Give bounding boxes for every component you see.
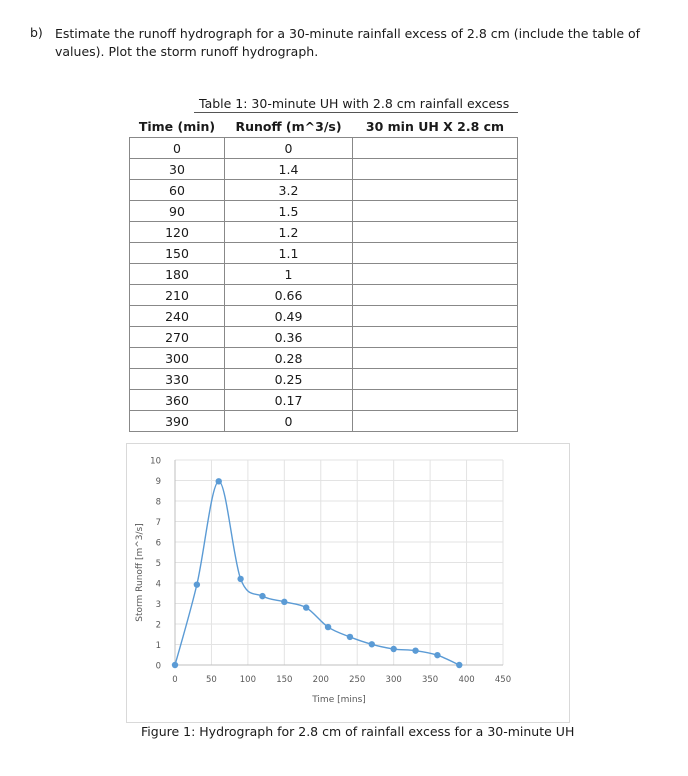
- series-line: [175, 481, 459, 665]
- cell-time: 60: [130, 180, 225, 201]
- y-tick-label: 9: [155, 477, 161, 487]
- cell-runoff: 0.25: [225, 369, 353, 390]
- cell-uh-scaled: [353, 264, 518, 285]
- header-runoff: Runoff (m^3/s): [235, 118, 342, 134]
- hydrograph-chart: [126, 443, 570, 723]
- cell-uh-scaled: [353, 306, 518, 327]
- cell-uh-scaled: [353, 201, 518, 222]
- x-tick-label: 150: [276, 675, 293, 685]
- x-tick-label: 400: [458, 675, 475, 685]
- cell-time: 90: [130, 201, 225, 222]
- y-tick-label: 4: [155, 579, 161, 590]
- table-row: [130, 306, 518, 327]
- y-tick-label: 7: [155, 518, 161, 528]
- cell-runoff: 0.49: [225, 306, 353, 327]
- cell-uh-scaled: [353, 369, 518, 390]
- data-point: [259, 593, 265, 599]
- y-tick-label: 5: [155, 559, 161, 569]
- table-row: [130, 264, 518, 285]
- table-row: [130, 285, 518, 306]
- cell-runoff: 1.1: [225, 243, 353, 264]
- data-point: [172, 662, 178, 668]
- table-row: [130, 390, 518, 411]
- x-tick-label: 50: [206, 675, 217, 685]
- cell-uh-scaled: [353, 159, 518, 180]
- x-axis-title: Time [mins]: [312, 695, 366, 705]
- x-tick-label: 350: [421, 675, 439, 685]
- header-uh-scaled: 30 min UH X 2.8 cm: [365, 118, 505, 134]
- table-row: [130, 180, 518, 201]
- cell-time: 150: [130, 243, 225, 264]
- question-label: b): [30, 25, 43, 40]
- cell-time: 330: [130, 369, 225, 390]
- cell-time: 120: [130, 222, 225, 243]
- cell-runoff: 0.28: [225, 348, 353, 369]
- cell-runoff: 1.5: [225, 201, 353, 222]
- y-tick-label: 3: [155, 600, 161, 610]
- y-tick-label: 1: [155, 641, 161, 651]
- data-point: [216, 478, 222, 484]
- cell-uh-scaled: [353, 348, 518, 369]
- cell-uh-scaled: [353, 180, 518, 201]
- cell-time: 210: [130, 285, 225, 306]
- y-tick-label: 0: [155, 661, 161, 672]
- x-tick-label: 100: [239, 675, 257, 685]
- table-row: [130, 243, 518, 264]
- x-tick-label: 450: [494, 675, 512, 685]
- data-point: [412, 647, 418, 653]
- cell-time: 270: [130, 327, 225, 348]
- table-row: [130, 159, 518, 180]
- x-tick-label: 300: [385, 675, 402, 685]
- figure-caption: Figure 1: Hydrograph for 2.8 cm of rainfall excess for a 30-minute UH: [141, 724, 575, 739]
- x-tick-label: 0: [172, 675, 178, 685]
- hydrograph-svg: [127, 444, 569, 722]
- cell-time: 390: [130, 411, 225, 432]
- cell-time: 0: [130, 138, 225, 159]
- data-point: [281, 599, 287, 605]
- cell-uh-scaled: [353, 222, 518, 243]
- data-point: [369, 641, 375, 647]
- table-header-row: [130, 115, 518, 138]
- table-row: [130, 348, 518, 369]
- cell-runoff: 0.17: [225, 390, 353, 411]
- cell-time: 180: [130, 264, 225, 285]
- table-row: [130, 138, 518, 159]
- uh-table: [129, 115, 518, 432]
- data-point: [347, 634, 353, 640]
- cell-runoff: 0.36: [225, 327, 353, 348]
- table-row: [130, 411, 518, 432]
- y-tick-label: 2: [155, 620, 161, 631]
- cell-runoff: 1.2: [225, 222, 353, 243]
- cell-uh-scaled: [353, 285, 518, 306]
- question-text: Estimate the runoff hydrograph for a 30-minute rainfall excess of 2.8 cm (include the table of values). Plot the storm runoff hydrograph.: [55, 26, 641, 59]
- cell-runoff: 0.66: [225, 285, 353, 306]
- cell-runoff: 1: [225, 264, 353, 285]
- cell-runoff: 3.2: [225, 180, 353, 201]
- cell-uh-scaled: [353, 327, 518, 348]
- data-point: [237, 576, 243, 582]
- y-axis-title: Storm Runoff [m^3/s]: [135, 523, 145, 622]
- y-tick-label: 8: [155, 497, 161, 508]
- x-tick-label: 200: [312, 675, 329, 685]
- cell-time: 300: [130, 348, 225, 369]
- table-caption: Table 1: 30-minute UH with 2.8 cm rainfall excess: [199, 96, 510, 111]
- cell-uh-scaled: [353, 243, 518, 264]
- data-point: [303, 604, 309, 610]
- cell-uh-scaled: [353, 411, 518, 432]
- cell-runoff: 0: [225, 411, 353, 432]
- data-point: [390, 646, 396, 652]
- cell-runoff: 0: [225, 138, 353, 159]
- table-row: [130, 201, 518, 222]
- cell-uh-scaled: [353, 138, 518, 159]
- table-row: [130, 222, 518, 243]
- cell-time: 30: [130, 159, 225, 180]
- data-point: [194, 581, 200, 587]
- cell-uh-scaled: [353, 390, 518, 411]
- header-time: Time (min): [138, 118, 216, 134]
- table-body: [130, 138, 518, 432]
- table-row: [130, 369, 518, 390]
- data-point: [325, 624, 331, 630]
- y-tick-label: 6: [155, 538, 161, 549]
- caption-rule: [194, 112, 518, 113]
- cell-runoff: 1.4: [225, 159, 353, 180]
- cell-time: 240: [130, 306, 225, 327]
- table-row: [130, 327, 518, 348]
- data-point: [456, 662, 462, 668]
- cell-time: 360: [130, 390, 225, 411]
- x-tick-label: 250: [349, 675, 366, 685]
- y-tick-label: 10: [150, 456, 161, 467]
- data-point: [434, 652, 440, 658]
